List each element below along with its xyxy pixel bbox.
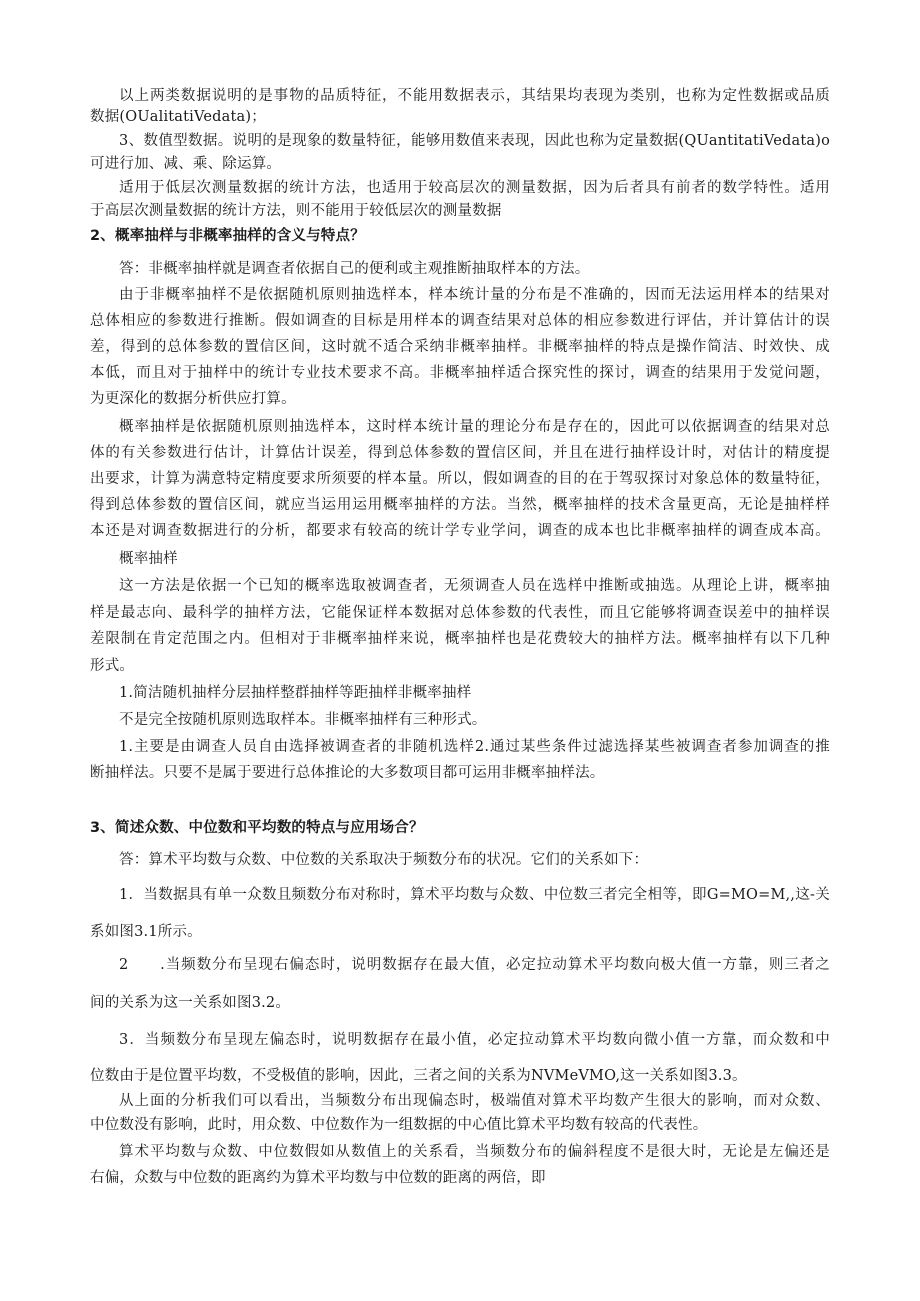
paragraph-line: 2 .当频数分布呈现右偏态时，说明数据存在最大值，必定拉动算术平均数向极大值一方靠，则三者之 [119,957,830,973]
paragraph-line: 以上两类数据说明的是事物的品质特征，不能用数据表示，其结果均表现为类别，也称为定性数据或品质 [119,88,830,104]
section-heading: 2、概率抽样与非概率抽样的含义与特点？ [90,228,365,244]
paragraph-line: 总体相应的参数进行推断。假如调查的目标是用样本的调查结果对总体的相应参数进行评估，并计算估计的误 [90,313,830,329]
paragraph-line: 1.主要是由调查人员自由选择被调查者的非随机选样2.通过某些条件过滤选择某些被调查者参加调查的推 [119,739,830,755]
paragraph-line: 中位数没有影响，此时，用众数、中位数作为一组数据的中心值比算术平均数有较高的代表性。 [90,1117,708,1133]
paragraph-line [119,683,830,703]
paragraph-line: 3．当频数分布呈现左偏态时，说明数据存在最小值，必定拉动算术平均数向微小值一方靠，而众数和中 [119,1032,830,1048]
paragraph-line: 体的有关参数进行估计，计算估计误差，得到总体参数的置信区间，并且在进行抽样设计时，对估计的精度提 [90,445,830,461]
paragraph-line: 差限制在肯定范围之内。但相对于非概率抽样来说，概率抽样也是花费较大的抽样方法。概率抽样有以下几种 [90,631,830,647]
paragraph-line: 由于非概率抽样不是依据随机原则抽选样本，样本统计量的分布是不准确的，因而无法运用样本的结果对 [119,287,830,303]
section-heading: 3、简述众数、中位数和平均数的特点与应用场合？ [90,820,424,836]
paragraph-line: 可进行加、减、乘、除运算。 [90,156,282,172]
paragraph-line: 1．当数据具有单一众数且频数分布对称时，算术平均数与众数、中位数三者完全相等，即G=MO=M,,这-关 [119,887,830,903]
paragraph-line: 3、数值型数据。说明的是现象的数量特征，能够用数值来表现，因此也称为定量数据(QUantitatiVedata)o [119,133,830,149]
paragraph-line: 间的关系为这一关系如图3.2。 [90,995,291,1011]
paragraph-line: 系如图3.1所示。 [90,924,202,940]
list-text: 1.简洁随机抽样分层抽样整群抽样等距抽 [119,685,384,701]
paragraph-line: 数据(OUalitatiVedata)； [90,109,266,125]
answer-label: 答： [119,852,149,868]
paragraph-line: 断抽样法。只要不是属于要进行总体推论的大多数项目都可运用非概率抽样法。 [90,765,605,781]
paragraph-line: 样是最志向、最科学的抽样方法，它能保证样本数据对总体参数的代表性，而且它能够将调查误差中的抽样误 [90,605,830,621]
paragraph-line: 右偏，众数与中位数的距离约为算术平均数与中位数的距离的两倍，即 [90,1170,546,1186]
paragraph-line: 得到总体参数的置信区间，就应当运用运用概率抽样的方法。当然，概率抽样的技术含量更高，无论是抽样样 [90,497,830,513]
paragraph-line: 本还是对调查数据进行的分析，都要求有较高的统计学专业学问，调查的成本也比非概率抽样的调查成本高。 [90,523,830,539]
paragraph-line: 算术平均数与众数、中位数假如从数值上的关系看，当频数分布的偏斜程度不是很大时，无论是左偏还是 [119,1144,830,1160]
paragraph-line: 于高层次测量数据的统计方法，则不能用于较低层次的测量数据 [90,203,502,219]
paragraph-line: 本低，而且对于抽样中的统计专业技术要求不高。非概率抽样适合探究性的探讨，调查的结果用于发觉问题， [90,365,830,381]
paragraph-line: 从上面的分析我们可以看出，当频数分布出现偏态时，极端值对算术平均数产生很大的影响，而对众数、 [119,1093,830,1109]
subheading: 概率抽样 [119,551,178,567]
paragraph-line [119,850,830,870]
paragraph-line: 答：非概率抽样就是调查者依据自己的便利或主观推断抽取样本的方法。 [119,261,590,277]
paragraph-line: 位数由于是位置平均数，不受极值的影响，因此，三者之间的关系为NVMeVMO,这一关系如图3.3。 [90,1068,747,1084]
paragraph-line: 出要求，计算为满意特定精度要求所须要的样本量。所以，假如调查的目的在于驾驭探讨对象总体的数量特征， [90,471,830,487]
paragraph-line: 概率抽样是依据随机原则抽选样本，这时样本统计量的理论分布是存在的，因此可以依据调查的结果对总 [119,419,830,435]
list-text-sans: 样非概率抽样 [383,685,472,701]
paragraph-line: 不是完全按随机原则选取样本。非概率抽样有三种形式。 [119,712,487,728]
paragraph-line: 为更深化的数据分析供应打算。 [90,391,296,407]
paragraph-line: 这一方法是依据一个已知的概率选取被调查者，无须调查人员在选样中推断或抽选。从理论上讲，概率抽 [119,578,830,594]
paragraph-line: 适用于低层次测量数据的统计方法，也适用于较高层次的测量数据，因为后者具有前者的数学特性。适用 [119,180,830,196]
answer-text: 算术平均数与众数、中位数的关系取决于频数分布的状况。它们的关系如下： [148,852,649,868]
paragraph-line: 差，得到的总体参数的置信区间，这时就不适合采纳非概率抽样。非概率抽样的特点是操作简洁、时效快、成 [90,339,830,355]
paragraph-line: 形式。 [90,658,135,674]
